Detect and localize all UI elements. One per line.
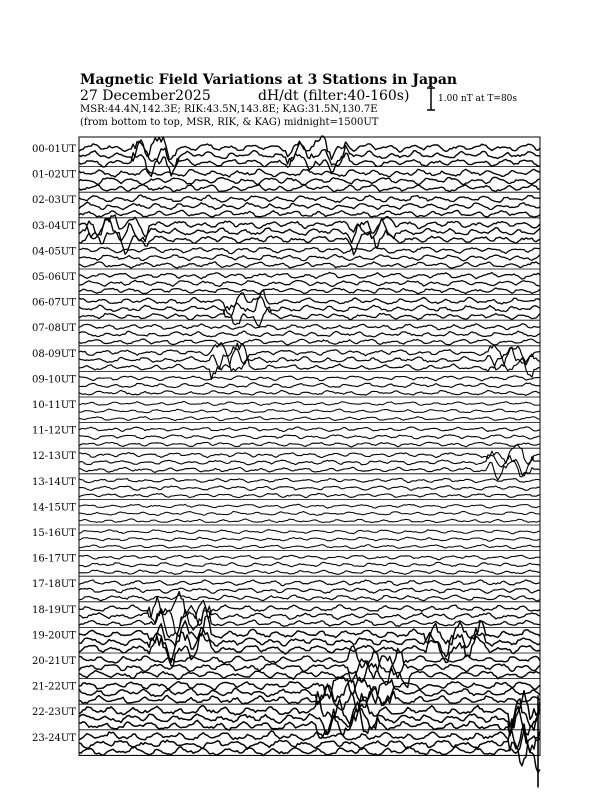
trace-msr-14-15ut: [79, 519, 540, 523]
row-label: 00-01UT: [32, 144, 76, 155]
trace-rik-00-01ut: [79, 141, 540, 167]
trace-rik-10-11ut: [79, 409, 540, 413]
trace-rik-09-10ut: [79, 383, 540, 388]
trace-kag-10-11ut: [79, 402, 540, 406]
chart-date: 27 December2025: [80, 88, 211, 104]
trace-kag-13-14ut: [79, 478, 540, 482]
trace-rik-11-12ut: [79, 435, 540, 440]
station-order-note: (from bottom to top, MSR, RIK, & KAG) midnight=1500UT: [80, 117, 379, 128]
row-label: 07-08UT: [32, 323, 76, 335]
chart-title: Magnetic Field Variations at 3 Stations in Japan: [80, 72, 458, 88]
trace-rik-07-08ut: [79, 331, 540, 337]
row-label: 18-19UT: [32, 604, 76, 616]
trace-rik-13-14ut: [79, 486, 540, 491]
station-coordinates: MSR:44.4N,142.3E; RIK:43.5N,143.8E; KAG:31.5N,130.7E: [80, 104, 378, 115]
row-label: 04-05UT: [32, 246, 76, 258]
trace-kag-02-03ut: [79, 195, 540, 202]
trace-kag-14-15ut: [79, 504, 540, 508]
row-label: 19-20UT: [32, 630, 76, 642]
trace-msr-09-10ut: [79, 390, 540, 395]
row-label: 02-03UT: [32, 195, 76, 207]
row-label: 15-16UT: [32, 528, 76, 539]
row-label: 21-22UT: [32, 681, 76, 693]
trace-kag-07-08ut: [79, 324, 540, 330]
trace-kag-05-06ut: [79, 273, 540, 280]
trace-msr-12-13ut: [79, 460, 540, 480]
trace-kag-16-17ut: [79, 555, 540, 559]
trace-rik-04-05ut: [79, 254, 540, 260]
row-label: 17-18UT: [32, 579, 76, 591]
trace-msr-06-07ut: [79, 307, 540, 326]
trace-msr-10-11ut: [79, 417, 540, 421]
row-label: 06-07UT: [32, 297, 76, 309]
trace-rik-16-17ut: [79, 562, 540, 567]
row-label: 14-15UT: [32, 502, 76, 514]
trace-rik-12-13ut: [79, 455, 540, 476]
trace-rik-06-07ut: [79, 297, 540, 318]
trace-msr-11-12ut: [79, 442, 540, 447]
row-label: 08-09UT: [32, 348, 76, 360]
row-label: 16-17UT: [32, 553, 76, 565]
trace-kag-15-16ut: [79, 530, 540, 534]
row-label: 23-24UT: [32, 732, 76, 744]
chart-component-label: dH/dt (filter:40-160s): [258, 88, 410, 104]
row-label: 05-06UT: [32, 272, 76, 283]
row-label: 20-21UT: [32, 656, 76, 667]
trace-kag-17-18ut: [79, 580, 540, 586]
row-label: 10-11UT: [32, 400, 76, 411]
trace-msr-16-17ut: [79, 570, 540, 575]
scale-bar: [427, 88, 435, 110]
trace-rik-15-16ut: [79, 537, 540, 541]
trace-rik-08-09ut: [79, 347, 540, 370]
trace-msr-15-16ut: [79, 545, 540, 549]
trace-kag-11-12ut: [79, 427, 540, 432]
row-label: 12-13UT: [32, 451, 76, 463]
trace-rik-02-03ut: [79, 202, 540, 209]
scale-bar-label: 1.00 nT at T=80s: [438, 94, 518, 104]
row-label: 03-04UT: [32, 220, 76, 232]
trace-msr-07-08ut: [79, 339, 540, 345]
trace-kag-04-05ut: [79, 247, 540, 253]
trace-msr-04-05ut: [79, 262, 540, 269]
row-label: 11-12UT: [32, 425, 76, 437]
trace-msr-05-06ut: [79, 288, 540, 294]
trace-rik-05-06ut: [79, 280, 540, 286]
trace-msr-17-18ut: [79, 595, 540, 601]
trace-kag-00-01ut: [79, 136, 540, 159]
trace-msr-01-02ut: [79, 185, 540, 192]
trace-rik-17-18ut: [79, 588, 540, 594]
trace-kag-23-24ut: [79, 724, 540, 752]
trace-kag-09-10ut: [79, 376, 540, 381]
trace-rik-01-02ut: [79, 177, 540, 184]
trace-msr-02-03ut: [79, 210, 540, 217]
row-label: 13-14UT: [32, 476, 76, 488]
trace-msr-13-14ut: [79, 494, 540, 498]
row-label: 01-02UT: [32, 169, 76, 181]
trace-rik-14-15ut: [79, 511, 540, 515]
row-label: 22-23UT: [32, 707, 76, 719]
row-label: 09-10UT: [32, 374, 76, 386]
